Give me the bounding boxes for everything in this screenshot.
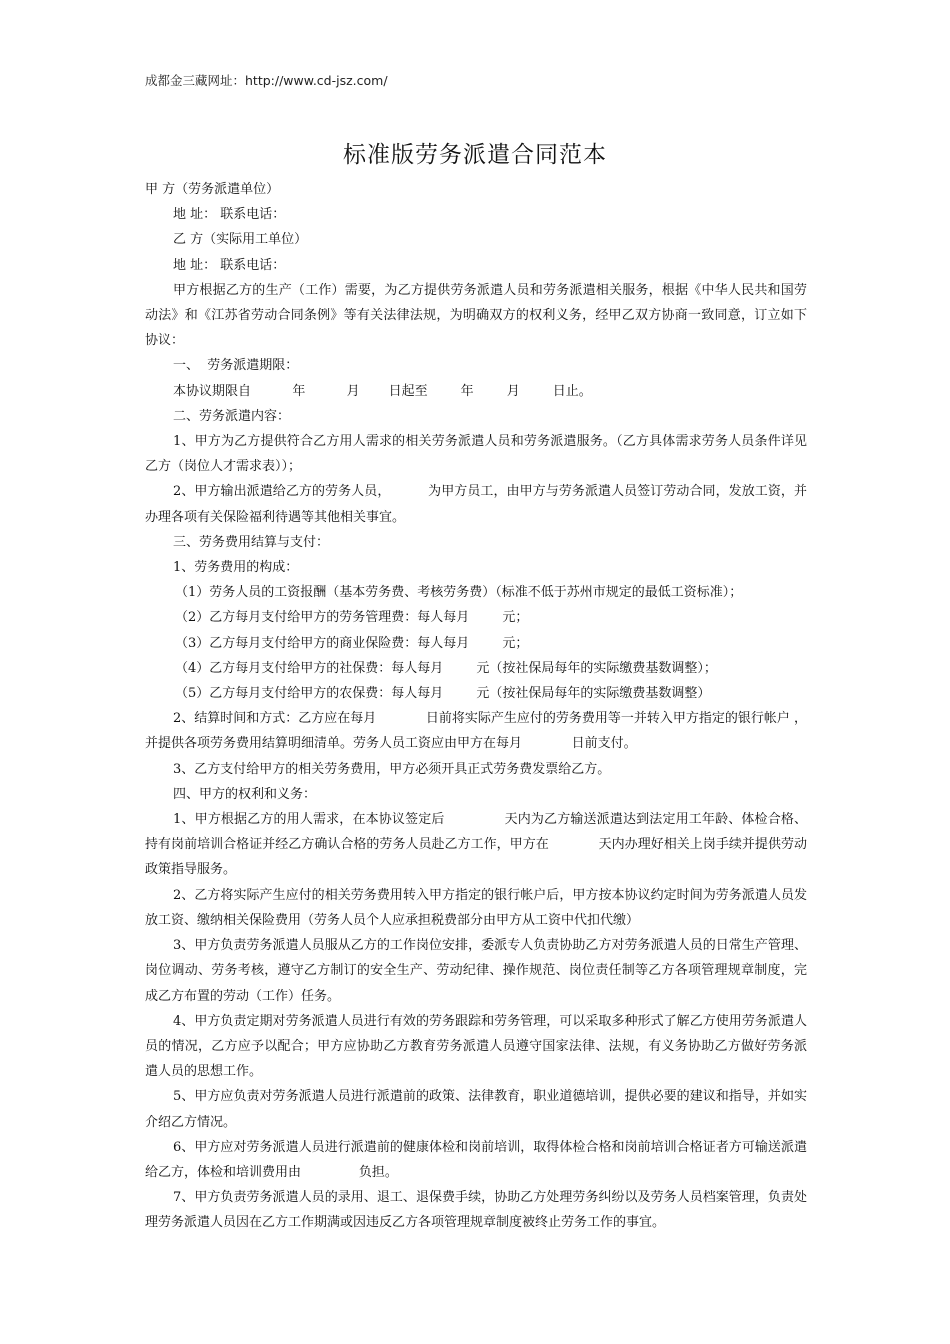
section-heading: 一、 劳务派遣期限： [173, 358, 299, 374]
party-a: 甲 方（劳务派遣单位） [145, 182, 280, 197]
document-body [145, 177, 807, 1236]
clause: 1、劳务费用的构成： [173, 560, 299, 576]
fee-item: （1）劳务人员的工资报酬（基本劳务费、考核劳务费）（标准不低于苏州市规定的最低工资标准）； [175, 585, 743, 601]
fee-item: （5）乙方每月支付给甲方的农保费：每人每月 元（按社保局每年的实际缴费基数调整） [175, 686, 711, 702]
clause: 3、乙方支付给甲方的相关劳务费用，甲方必须开具正式劳务费发票给乙方。 [173, 761, 611, 777]
clause: 5、甲方应负责对劳务派遣人员进行派遣前的政策、法律教育，职业道德培训，提供必要的建议和指导，并如实介绍乙方情况。 [145, 1089, 807, 1130]
party-a-address: 地 址： 联系电话： [173, 207, 286, 223]
party-b-address: 地 址： 联系电话： [173, 257, 286, 273]
document-title: 标准版劳务派遣合同范本 [343, 142, 607, 168]
fee-item: （2）乙方每月支付给甲方的劳务管理费：每人每月 元； [175, 610, 529, 626]
clause: 4、甲方负责定期对劳务派遣人员进行有效的劳务跟踪和劳务管理，可以采取多种形式了解乙方使用劳务派遣人员的情况，乙方应予以配合；甲方应协助乙方教育劳务派遣人员遵守国家法律、法规，有义务协助乙方做好劳务派遣人员的思想工作。 [145, 1013, 807, 1080]
clause: 7、甲方负责劳务派遣人员的录用、退工、退保费手续，协助乙方处理劳务纠纷以及劳务人员档案管理，负责处理劳务派遣人员因在乙方工作期满或因违反乙方各项管理规章制度被终止劳务工作的事宜。 [145, 1190, 807, 1231]
clause: 本协议期限自 年 月 日起至 年 月 日止。 [173, 383, 592, 399]
clause: 2、甲方输出派遣给乙方的劳务人员， 为甲方员工，由甲方与劳务派遣人员签订劳动合同，发放工资，并办理各项有关保险福利待遇等其他相关事宜。 [145, 484, 807, 525]
section-heading: 二、劳务派遣内容： [173, 408, 291, 424]
clause: 2、结算时间和方式：乙方应在每月 日前将实际产生应付的劳务费用等一并转入甲方指定的银行帐户 ，并提供各项劳务费用结算明细清单。劳务人员工资应由甲方在每月 日前支付。 [145, 711, 807, 752]
party-b: 乙 方（实际用工单位） [173, 232, 308, 248]
section-heading: 四、甲方的权利和义务： [173, 786, 317, 802]
fee-item: （4）乙方每月支付给甲方的社保费：每人每月 元（按社保局每年的实际缴费基数调整）； [175, 660, 717, 676]
section-heading: 三、劳务费用结算与支付： [173, 534, 330, 550]
clause: 3、甲方负责劳务派遣人员服从乙方的工作岗位安排，委派专人负责协助乙方对劳务派遣人员的日常生产管理、岗位调动、劳务考核，遵守乙方制订的安全生产、劳动纪律、操作规范、岗位责任制等乙方各项管理规章制度，完成乙方布置的劳动（工作）任务。 [145, 938, 807, 1004]
site-header: 成都金三藏网址：http://www.cd-jsz.com/ [145, 73, 388, 88]
clause: 2、乙方将实际产生应付的相关劳务费用转入甲方指定的银行帐户后，甲方按本协议约定时间为劳务派遣人员发放工资、缴纳相关保险费用（劳务人员个人应承担税费部分由甲方从工资中代扣代缴） [145, 887, 807, 928]
clause: 6、甲方应对劳务派遣人员进行派遣前的健康体检和岗前培训，取得体检合格和岗前培训合格证者方可输送派遣给乙方，体检和培训费用由 负担。 [145, 1139, 807, 1180]
fee-item: （3）乙方每月支付给甲方的商业保险费：每人每月 元； [175, 635, 529, 651]
clause: 1、甲方根据乙方的用人需求，在本协议签定后 天内为乙方输送派遣达到法定用工年龄、体检合格、持有岗前培训合格证并经乙方确认合格的劳务人员赴乙方工作，甲方在 天内办理好相关上岗手续并提供劳动政策指导服务。 [145, 812, 807, 878]
clause: 1、甲方为乙方提供符合乙方用人需求的相关劳务派遣人员和劳务派遣服务。（乙方具体需求劳务人员条件详见乙方（岗位人才需求表））； [145, 434, 807, 475]
preamble: 甲方根据乙方的生产（工作）需要，为乙方提供劳务派遣人员和劳务派遣相关服务，根据《中华人民共和国劳动法》和《江苏省劳动合同条例》等有关法律法规，为明确双方的权利义务，经甲乙双方协商一致同意，订立如下协议： [145, 282, 807, 349]
